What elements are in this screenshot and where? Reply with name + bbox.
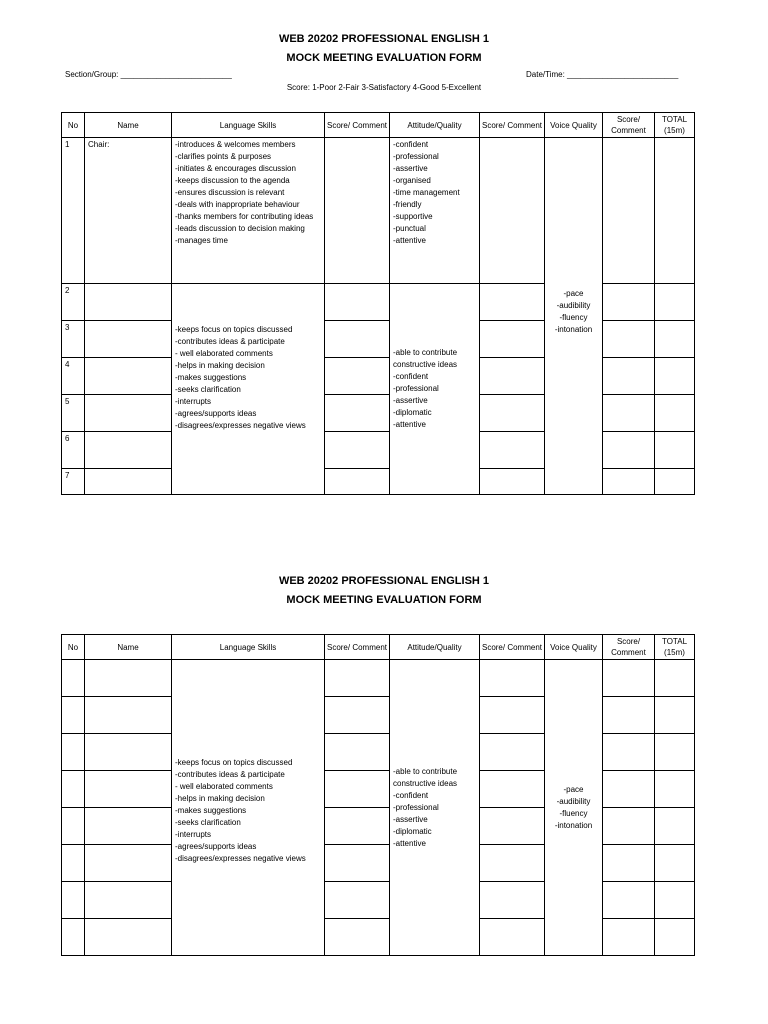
total-cell[interactable] [655, 660, 695, 697]
number-cell[interactable] [62, 697, 85, 734]
total-cell[interactable] [655, 882, 695, 919]
list-item: -professional [393, 384, 439, 393]
header-language-skills: Language Skills [172, 635, 325, 660]
list-item: -ensures discussion is relevant [175, 188, 285, 197]
name-cell[interactable] [85, 469, 172, 495]
score-cell[interactable] [603, 432, 655, 469]
member-language-skills-list [175, 751, 321, 865]
score-cell[interactable] [480, 321, 545, 358]
list-item: -deals with inappropriate behaviour [175, 200, 300, 209]
list-item: -disagrees/expresses negative views [175, 421, 306, 430]
score-cell[interactable] [480, 845, 545, 882]
score-cell[interactable] [325, 808, 390, 845]
form1-course-title: WEB 20202 PROFESSIONAL ENGLISH 1 [278, 33, 490, 45]
header-attitude-quality: Attitude/Quality [390, 113, 480, 138]
member-attitude-quality [390, 284, 480, 495]
number-cell[interactable] [62, 660, 85, 697]
form1-evaluation-table [61, 112, 695, 495]
form2-evaluation-table [61, 634, 695, 956]
list-item: -professional [393, 802, 439, 812]
list-item: -keeps focus on topics discussed [175, 757, 293, 767]
member-attitude-list [393, 347, 476, 431]
name-cell[interactable] [85, 771, 172, 808]
list-item: -attentive [393, 838, 426, 848]
form2-row-1 [62, 660, 695, 697]
list-item: -punctual [393, 224, 426, 233]
row-number: 1 [62, 138, 85, 284]
total-cell[interactable] [655, 808, 695, 845]
score-cell[interactable] [603, 697, 655, 734]
total-cell[interactable] [655, 919, 695, 956]
name-cell[interactable] [85, 845, 172, 882]
number-cell[interactable] [62, 808, 85, 845]
list-item: -able to contribute constructive ideas [393, 766, 458, 788]
list-item: -fluency [559, 313, 588, 322]
total-cell[interactable] [655, 395, 695, 432]
score-cell[interactable] [480, 882, 545, 919]
total-cell[interactable] [655, 284, 695, 321]
score-cell[interactable] [603, 138, 655, 284]
list-item: -makes suggestions [175, 373, 247, 382]
name-cell[interactable] [85, 395, 172, 432]
list-item: -friendly [393, 200, 422, 209]
form1-date-time-field[interactable]: Date/Time: _________________________ [526, 70, 679, 79]
row-number: 4 [62, 358, 85, 395]
score-cell[interactable] [480, 919, 545, 956]
name-cell[interactable] [85, 808, 172, 845]
total-cell[interactable] [655, 432, 695, 469]
form1-score-legend: Score: 1-Poor 2-Fair 3-Satisfactory 4-Good 5-Excellent [286, 83, 482, 92]
member-language-skills [172, 660, 325, 956]
form1-row-1 [62, 138, 695, 284]
chair-language-skills-list [175, 139, 321, 247]
list-item: -professional [393, 152, 439, 161]
list-item: -audibility [556, 796, 591, 806]
list-item: -helps in making decision [175, 793, 265, 803]
list-item: -initiates & encourages discussion [175, 164, 296, 173]
score-cell[interactable] [325, 845, 390, 882]
list-item: -assertive [393, 814, 428, 824]
list-item: -keeps focus on topics discussed [175, 325, 293, 334]
header-score-comment-2: Score/ Comment [480, 635, 545, 660]
name-cell[interactable] [85, 284, 172, 321]
list-item: -intonation [554, 820, 593, 830]
row-number: 6 [62, 432, 85, 469]
score-cell[interactable] [603, 284, 655, 321]
form2-course-title: WEB 20202 PROFESSIONAL ENGLISH 1 [278, 575, 490, 587]
chair-name-cell[interactable]: Chair: [85, 138, 172, 284]
list-item: -interrupts [175, 397, 212, 406]
score-cell[interactable] [480, 432, 545, 469]
total-cell[interactable] [655, 845, 695, 882]
chair-attitude-list [393, 139, 476, 247]
number-cell[interactable] [62, 771, 85, 808]
score-cell[interactable] [325, 734, 390, 771]
row-number: 2 [62, 284, 85, 321]
score-cell[interactable] [603, 395, 655, 432]
total-cell[interactable] [655, 358, 695, 395]
row-number: 5 [62, 395, 85, 432]
header-name: Name [85, 635, 172, 660]
score-cell[interactable] [603, 771, 655, 808]
list-item: -pace [563, 784, 584, 794]
form2-header-row [62, 635, 695, 660]
name-cell[interactable] [85, 697, 172, 734]
header-no: No [62, 635, 85, 660]
header-voice-quality: Voice Quality [545, 113, 603, 138]
header-voice-quality: Voice Quality [545, 635, 603, 660]
score-cell[interactable] [480, 469, 545, 495]
list-item: -assertive [393, 164, 428, 173]
member-attitude-quality [390, 660, 480, 956]
score-cell[interactable] [603, 734, 655, 771]
name-cell[interactable] [85, 734, 172, 771]
total-cell[interactable] [655, 697, 695, 734]
list-item: -interrupts [175, 829, 212, 839]
name-cell[interactable] [85, 660, 172, 697]
score-cell[interactable] [480, 284, 545, 321]
header-no: No [62, 113, 85, 138]
name-cell[interactable] [85, 882, 172, 919]
score-cell[interactable] [603, 919, 655, 956]
number-cell[interactable] [62, 919, 85, 956]
form1-form-title: MOCK MEETING EVALUATION FORM [286, 52, 482, 64]
header-name: Name [85, 113, 172, 138]
list-item: -seeks clarification [175, 385, 241, 394]
name-cell[interactable] [85, 432, 172, 469]
score-cell[interactable] [603, 469, 655, 495]
list-item: - well elaborated comments [175, 781, 273, 791]
score-cell[interactable] [480, 395, 545, 432]
list-item: -manages time [175, 236, 228, 245]
score-cell[interactable] [325, 660, 390, 697]
list-item: -agrees/supports ideas [175, 841, 257, 851]
total-cell[interactable] [655, 321, 695, 358]
name-cell[interactable] [85, 358, 172, 395]
form2-form-title: MOCK MEETING EVALUATION FORM [286, 594, 482, 606]
score-cell[interactable] [325, 771, 390, 808]
total-cell[interactable] [655, 771, 695, 808]
list-item: -confident [393, 790, 429, 800]
score-cell[interactable] [603, 321, 655, 358]
score-cell[interactable] [325, 919, 390, 956]
score-cell[interactable] [480, 771, 545, 808]
score-cell[interactable] [325, 697, 390, 734]
list-item: -makes suggestions [175, 805, 247, 815]
list-item: -agrees/supports ideas [175, 409, 257, 418]
total-cell[interactable] [655, 138, 695, 284]
list-item: -confident [393, 140, 429, 149]
header-score-comment-1: Score/ Comment [325, 635, 390, 660]
score-cell[interactable] [603, 358, 655, 395]
form2-voice-quality [545, 660, 603, 956]
score-cell[interactable] [603, 660, 655, 697]
form1-section-group-field[interactable]: Section/Group: _________________________ [65, 70, 232, 79]
score-cell[interactable] [480, 808, 545, 845]
header-score-comment-2: Score/ Comment [480, 113, 545, 138]
header-score-comment-1: Score/ Comment [325, 113, 390, 138]
header-total: TOTAL (15m) [655, 113, 695, 138]
list-item: -able to contribute constructive ideas [393, 348, 458, 369]
list-item: -leads discussion to decision making [175, 224, 305, 233]
voice-list [545, 784, 602, 832]
number-cell[interactable] [62, 882, 85, 919]
member-attitude-list [393, 766, 476, 850]
chair-attitude-quality [390, 138, 480, 284]
header-total: TOTAL (15m) [655, 635, 695, 660]
form1-header-row [62, 113, 695, 138]
list-item: -attentive [393, 236, 426, 245]
list-item: -assertive [393, 396, 428, 405]
list-item: -attentive [393, 420, 426, 429]
score-cell[interactable] [480, 697, 545, 734]
form1-voice-quality [545, 138, 603, 495]
total-cell[interactable] [655, 469, 695, 495]
score-cell[interactable] [325, 138, 390, 284]
score-cell[interactable] [325, 469, 390, 495]
header-score-comment-3: Score/ Comment [603, 635, 655, 660]
list-item: -contributes ideas & participate [175, 337, 285, 346]
header-score-comment-3: Score/ Comment [603, 113, 655, 138]
list-item: -pace [563, 289, 584, 298]
number-cell[interactable] [62, 734, 85, 771]
score-cell[interactable] [325, 284, 390, 321]
list-item: -introduces & welcomes members [175, 140, 296, 149]
number-cell[interactable] [62, 845, 85, 882]
list-item: -contributes ideas & participate [175, 769, 285, 779]
list-item: -clarifies points & purposes [175, 152, 272, 161]
score-cell[interactable] [603, 882, 655, 919]
score-cell[interactable] [603, 808, 655, 845]
total-cell[interactable] [655, 734, 695, 771]
list-item: -helps in making decision [175, 361, 265, 370]
score-cell[interactable] [325, 321, 390, 358]
score-cell[interactable] [480, 660, 545, 697]
list-item: -time management [393, 188, 460, 197]
member-language-skills [172, 284, 325, 495]
voice-list [545, 143, 602, 336]
list-item: -seeks clarification [175, 817, 241, 827]
member-language-skills-list [175, 324, 321, 454]
score-cell[interactable] [325, 432, 390, 469]
header-language-skills: Language Skills [172, 113, 325, 138]
list-item: -diplomatic [393, 408, 432, 417]
score-cell[interactable] [325, 358, 390, 395]
score-cell[interactable] [480, 734, 545, 771]
list-item: -audibility [556, 301, 591, 310]
name-cell[interactable] [85, 321, 172, 358]
list-item: -thanks members for contributing ideas [175, 212, 314, 221]
score-cell[interactable] [325, 395, 390, 432]
header-attitude-quality: Attitude/Quality [390, 635, 480, 660]
list-item: -confident [393, 372, 429, 381]
name-cell[interactable] [85, 919, 172, 956]
list-item: -fluency [559, 808, 588, 818]
row-number: 7 [62, 469, 85, 495]
row-number: 3 [62, 321, 85, 358]
score-cell[interactable] [325, 882, 390, 919]
score-cell[interactable] [480, 138, 545, 284]
list-item: -intonation [554, 325, 593, 334]
chair-language-skills [172, 138, 325, 284]
score-cell[interactable] [480, 358, 545, 395]
list-item: -supportive [393, 212, 433, 221]
list-item: -disagrees/expresses negative views [175, 853, 306, 863]
list-item: - well elaborated comments [175, 349, 273, 358]
score-cell[interactable] [603, 845, 655, 882]
list-item: -keeps discussion to the agenda [175, 176, 290, 185]
list-item: -diplomatic [393, 826, 432, 836]
list-item: -organised [393, 176, 431, 185]
